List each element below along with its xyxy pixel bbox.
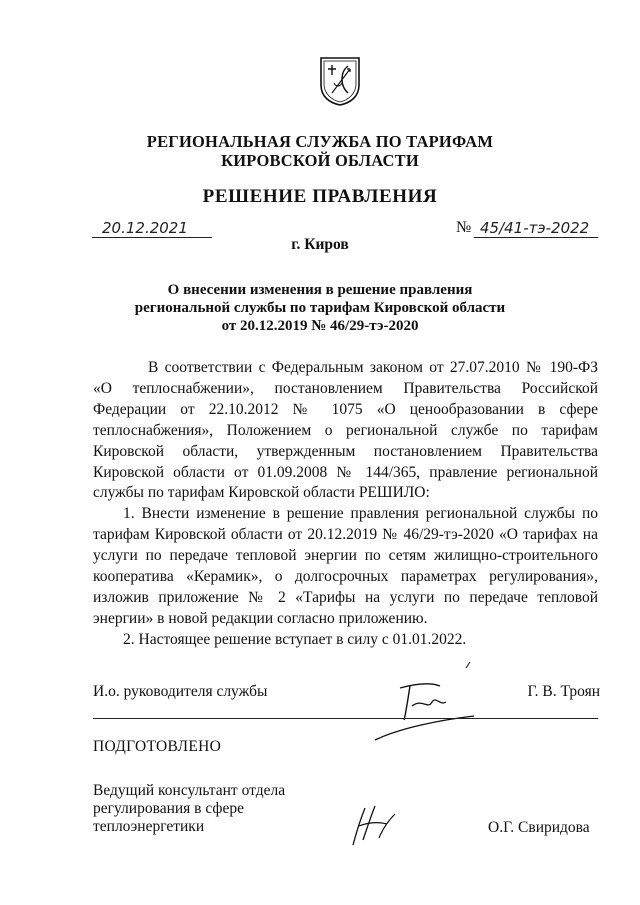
org-name-line2: КИРОВСКОЙ ОБЛАСТИ (221, 151, 419, 170)
number-sign: № (456, 219, 472, 236)
preparer-name: О.Г. Свиридова (488, 819, 590, 836)
city: г. Киров (291, 236, 349, 253)
document-body (93, 358, 598, 651)
signatory-position: И.о. руководителя службы (93, 683, 268, 700)
org-name-line1: РЕГИОНАЛЬНАЯ СЛУЖБА ПО ТАРИФАМ (146, 132, 494, 151)
subject-line3: от 20.12.2019 № 46/29-тэ-2020 (221, 318, 419, 334)
document-number: 45/41-тэ-2022 (474, 219, 598, 238)
decision-item-1: 1. Внести изменение в решение правления региональной службы по тарифам Кировской области от 20.12.2019 № 46/29-тэ-2020 «О тарифах на услуги по передаче тепловой энергии по сетям жилищно-строительного кооператива «Керамик», о долгосрочных параметрах регулирования», изложив приложение № 2 «Тарифы на услуги по передаче тепловой энергии» в новой редакции согласно приложению. (93, 505, 598, 627)
document-title: РЕШЕНИЕ ПРАВЛЕНИЯ (202, 186, 438, 207)
prepared-label: ПОДГОТОВЛЕНО (93, 738, 222, 755)
preamble-paragraph: В соответствии с Федеральным законом от 27.07.2010 № 190-ФЗ «О теплоснабжении», постановлением Правительства Российской Федерации от 22.10.2012 № 1075 «О ценообразовании в сфере теплоснабжения», Положением о региональной службе по тарифам Кировской области, утвержденным постановлением Правительства Кировской области от 01.09.2008 № 144/365, правление региональной службы по тарифам Кировской области РЕШИЛО: (93, 359, 598, 502)
divider (93, 718, 598, 719)
preparer-position: Ведущий консультант отдела регулирования в сфере теплоэнергетики (93, 782, 286, 835)
signature-scribble-icon (370, 658, 480, 748)
document-date: 20.12.2021 (92, 219, 212, 238)
preparer-signature-icon (345, 800, 405, 850)
decision-item-2: 2. Настоящее решение вступает в силу с 01.01.2022. (123, 630, 467, 648)
subject-line2: региональной службы по тарифам Кировской области (134, 300, 506, 316)
coat-of-arms-icon (318, 55, 362, 107)
signatory-name: Г. В. Троян (527, 683, 600, 700)
subject-line1: О внесении изменения в решение правления (167, 282, 473, 298)
